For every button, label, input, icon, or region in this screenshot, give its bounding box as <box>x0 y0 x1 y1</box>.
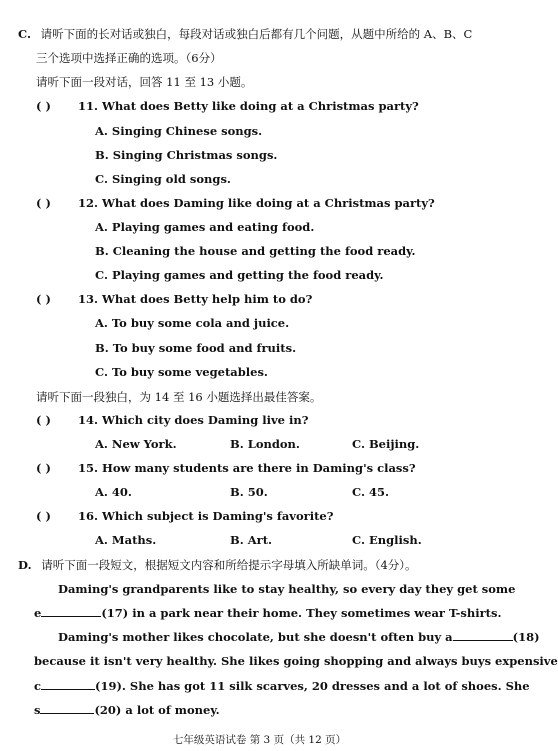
question-11 <box>36 99 419 113</box>
passage-p2-line2: because it isn't very healthy. She likes going shopping and always buys expensive <box>34 654 558 668</box>
q15-option-a: A. 40. <box>95 485 132 499</box>
section-d-instruction-text: 请听下面一段短文，根据短文内容和所给提示字母填入所缺单词。（4分）。 <box>41 558 417 572</box>
q14-option-c: C. Beijing. <box>352 437 420 451</box>
q16-option-b: B. Art. <box>230 533 273 547</box>
q15-option-c: C. 45. <box>352 485 389 499</box>
q16-option-a: A. Maths. <box>95 533 157 547</box>
blank-17-rest: (17) in a park near their home. They sometimes wear T-shirts. <box>101 606 502 620</box>
question-text: 13. What does Betty help him to do? <box>78 292 313 306</box>
answer-bracket[interactable]: ( ) <box>36 99 51 113</box>
dialogue-intro: 请听下面一段对话，回答 11 至 13 小题。 <box>36 75 253 89</box>
blank-18[interactable] <box>453 630 513 641</box>
section-c-letter: C. <box>18 27 31 41</box>
q12-option-b: B. Cleaning the house and getting the food ready. <box>95 244 416 258</box>
answer-bracket[interactable]: ( ) <box>36 461 51 475</box>
blank-17[interactable] <box>41 606 101 617</box>
blank-20-letter: s <box>34 703 41 717</box>
q12-option-a: A. Playing games and eating food. <box>95 220 315 234</box>
answer-bracket[interactable]: ( ) <box>36 196 51 210</box>
question-text: 12. What does Daming like doing at a Christmas party? <box>78 196 435 210</box>
q11-option-c: C. Singing old songs. <box>95 172 231 186</box>
blank-19-rest: (19). She has got 11 silk scarves, 20 dresses and a lot of shoes. She <box>95 679 530 693</box>
q13-option-a: A. To buy some cola and juice. <box>95 316 290 330</box>
blank-19-letter: c <box>34 679 42 693</box>
question-16 <box>36 509 333 523</box>
q14-option-b: B. London. <box>230 437 300 451</box>
question-12 <box>36 196 435 210</box>
blank-20-rest: (20) a lot of money. <box>94 703 220 717</box>
question-text: 16. Which subject is Daming's favorite? <box>78 509 334 523</box>
question-text: 11. What does Betty like doing at a Christmas party? <box>78 99 419 113</box>
answer-bracket[interactable]: ( ) <box>36 413 51 427</box>
page-footer: 七年级英语试卷 第 3 页（共 12 页） <box>172 734 347 746</box>
answer-bracket[interactable]: ( ) <box>36 509 51 523</box>
passage-p1-line1: Daming's grandparents like to stay healthy, so every day they get some <box>58 582 516 596</box>
q13-option-b: B. To buy some food and fruits. <box>95 341 297 355</box>
q16-option-c: C. English. <box>352 533 422 547</box>
q11-option-a: A. Singing Chinese songs. <box>95 124 263 138</box>
blank-17-letter: e <box>34 606 42 620</box>
answer-bracket[interactable]: ( ) <box>36 292 51 306</box>
q15-option-b: B. 50. <box>230 485 268 499</box>
section-d-letter: D. <box>18 558 32 572</box>
section-c-instruction-line1 <box>18 26 472 42</box>
blank-20[interactable] <box>40 703 94 714</box>
passage-p1-line2 <box>34 606 501 620</box>
question-15 <box>36 461 416 475</box>
section-c-instruction-line2: 三个选项中选择正确的选项。（6分） <box>36 51 222 65</box>
question-14 <box>36 413 308 427</box>
question-text: 14. Which city does Daming live in? <box>78 413 309 427</box>
section-c-instruction-text: 请听下面的长对话或独白，每段对话或独白后都有几个问题，从题中所给的 A、B、C <box>40 27 473 41</box>
passage-p2-line3 <box>34 679 530 693</box>
q12-option-c: C. Playing games and getting the food ready. <box>95 268 384 282</box>
p2-line1-text: Daming's mother likes chocolate, but she doesn't often buy a <box>58 630 453 644</box>
section-d-instruction <box>18 557 417 573</box>
passage-p2-line1 <box>58 630 540 644</box>
q11-option-b: B. Singing Christmas songs. <box>95 148 278 162</box>
monologue-intro: 请听下面一段独白，为 14 至 16 小题选择出最佳答案。 <box>36 390 322 404</box>
q13-option-c: C. To buy some vegetables. <box>95 365 268 379</box>
question-13 <box>36 292 312 306</box>
blank-18-number: (18) <box>512 630 540 644</box>
blank-19[interactable] <box>41 679 95 690</box>
passage-p2-line4 <box>34 703 220 717</box>
question-text: 15. How many students are there in Daming's class? <box>78 461 416 475</box>
q14-option-a: A. New York. <box>95 437 177 451</box>
